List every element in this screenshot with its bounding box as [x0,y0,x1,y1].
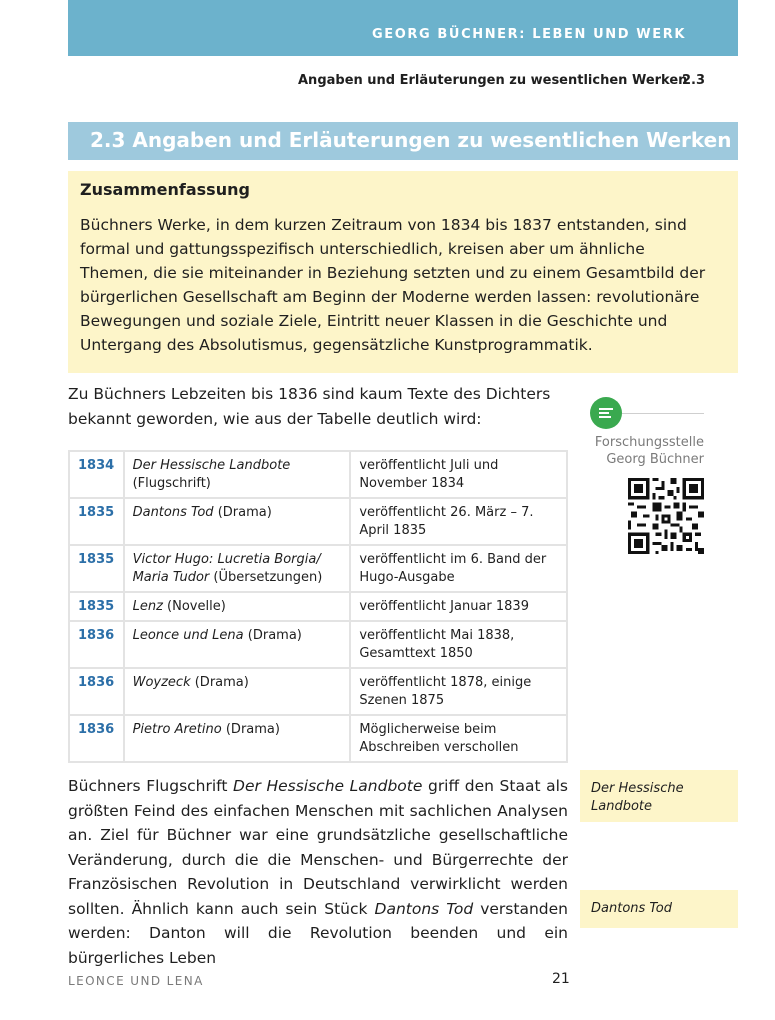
summary-box [68,171,738,373]
work-cell [124,451,351,498]
year-cell: 1835 [69,498,124,545]
work-reference: Der Hessische Landbote [233,777,423,795]
body-paragraph [68,774,568,970]
chapter-number: 2 [758,18,775,48]
work-reference: Dantons Tod [374,899,474,918]
section-heading [68,122,738,160]
year-cell: 1835 [69,592,124,621]
work-title: Woyzeck [132,675,191,690]
work-title: Lenz [132,599,163,614]
year-cell: 1836 [69,715,124,762]
summary-title: Zusammenfassung [80,180,250,199]
research-link-label[interactable]: Forschungsstelle Georg Büchner [594,435,704,467]
table-row [69,451,567,498]
work-cell [124,545,351,592]
margin-note-landbote: Der Hessische Landbote [580,770,738,822]
work-genre: (Drama) [194,675,249,690]
table-row [69,621,567,668]
publication-cell: veröffentlicht Januar 1839 [350,592,567,621]
work-title: Leonce und Lena [132,628,244,643]
body-text-part: verstanden werden: Danton will die Revolution beenden und ein bürgerliches Leben [68,899,568,967]
chapter-bar [68,0,775,56]
work-cell [124,498,351,545]
publication-cell: veröffentlicht im 6. Band der Hugo-Ausgabe [350,545,567,592]
year-cell: 1836 [69,621,124,668]
works-table [68,450,568,763]
document-icon[interactable] [590,397,622,429]
publication-cell: veröffentlicht Mai 1838, Gesamttext 1850 [350,621,567,668]
work-cell [124,621,351,668]
chapter-title: GEORG BÜCHNER: LEBEN UND WERK [372,27,687,42]
year-cell: 1836 [69,668,124,715]
work-title: Pietro Aretino [132,722,222,737]
table-row [69,668,567,715]
work-genre: (Flugschrift) [132,476,211,491]
publication-cell: veröffentlicht Juli und November 1834 [350,451,567,498]
body-text-part: griff den Staat als größten Feind des einfachen Menschen mit sachlichen Analysen an. Ziel für Büchner war eine grundsätzliche gesellschaftliche Veränderung, durch die die Menschen- und Bürgerrechte der Französischen Revolution in Deutschland verwirklicht werden sollten. Ähnlich kann auch sein Stück [68,777,568,918]
summary-text: Büchners Werke, in dem kurzen Zeitraum von 1834 bis 1837 entstanden, sind formal und gattungsspezifisch unterschiedlich, kreisen aber um ähnliche Themen, die sie miteinander in Beziehung setzten und zu einem Gesamtbild der bürgerlichen Gesellschaft am Beginn der Moderne werden lassen: revolutionäre Bewegungen und soziale Ziele, Eintritt neuer Klassen in die Geschichte und Untergang des Absolutismus, gegensätzliche Kunstprogrammatik. [80,216,706,354]
work-title: Victor Hugo: Lucretia Borgia/ Maria Tudor [132,552,321,585]
running-header-title: Angaben und Erläuterungen zu wesentlichen Werken [298,73,688,88]
work-title: Dantons Tod [132,505,214,520]
table-row [69,545,567,592]
table-row [69,592,567,621]
qr-code[interactable] [628,478,704,554]
publication-cell: Möglicherweise beim Abschreiben verschollen [350,715,567,762]
year-cell: 1834 [69,451,124,498]
work-genre: (Drama) [225,722,280,737]
table-row [69,715,567,762]
work-genre: (Drama) [247,628,302,643]
work-title: Der Hessische Landbote [132,458,291,473]
table-row [69,498,567,545]
margin-note-dantons-tod: Dantons Tod [580,890,738,928]
publication-cell: veröffentlicht 1878, einige Szenen 1875 [350,668,567,715]
publication-cell: veröffentlicht 26. März – 7. April 1835 [350,498,567,545]
intro-paragraph: Zu Büchners Lebzeiten bis 1836 sind kaum Texte des Dichters bekannt geworden, wie aus der Tabelle deutlich wird: [68,385,551,428]
work-genre: (Novelle) [167,599,226,614]
year-cell: 1835 [69,545,124,592]
work-cell [124,592,351,621]
work-genre: (Drama) [217,505,272,520]
section-heading-text: 2.3 Angaben und Erläuterungen zu wesentlichen Werken [90,128,732,152]
running-header-number: 2.3 [682,73,706,88]
work-genre: (Übersetzungen) [213,570,323,585]
body-text-part: Büchners Flugschrift [68,777,234,795]
page-number: 21 [552,971,570,987]
work-cell [124,715,351,762]
work-cell [124,668,351,715]
footer-book-title: LEONCE UND LENA [68,974,204,988]
research-divider [622,413,704,414]
